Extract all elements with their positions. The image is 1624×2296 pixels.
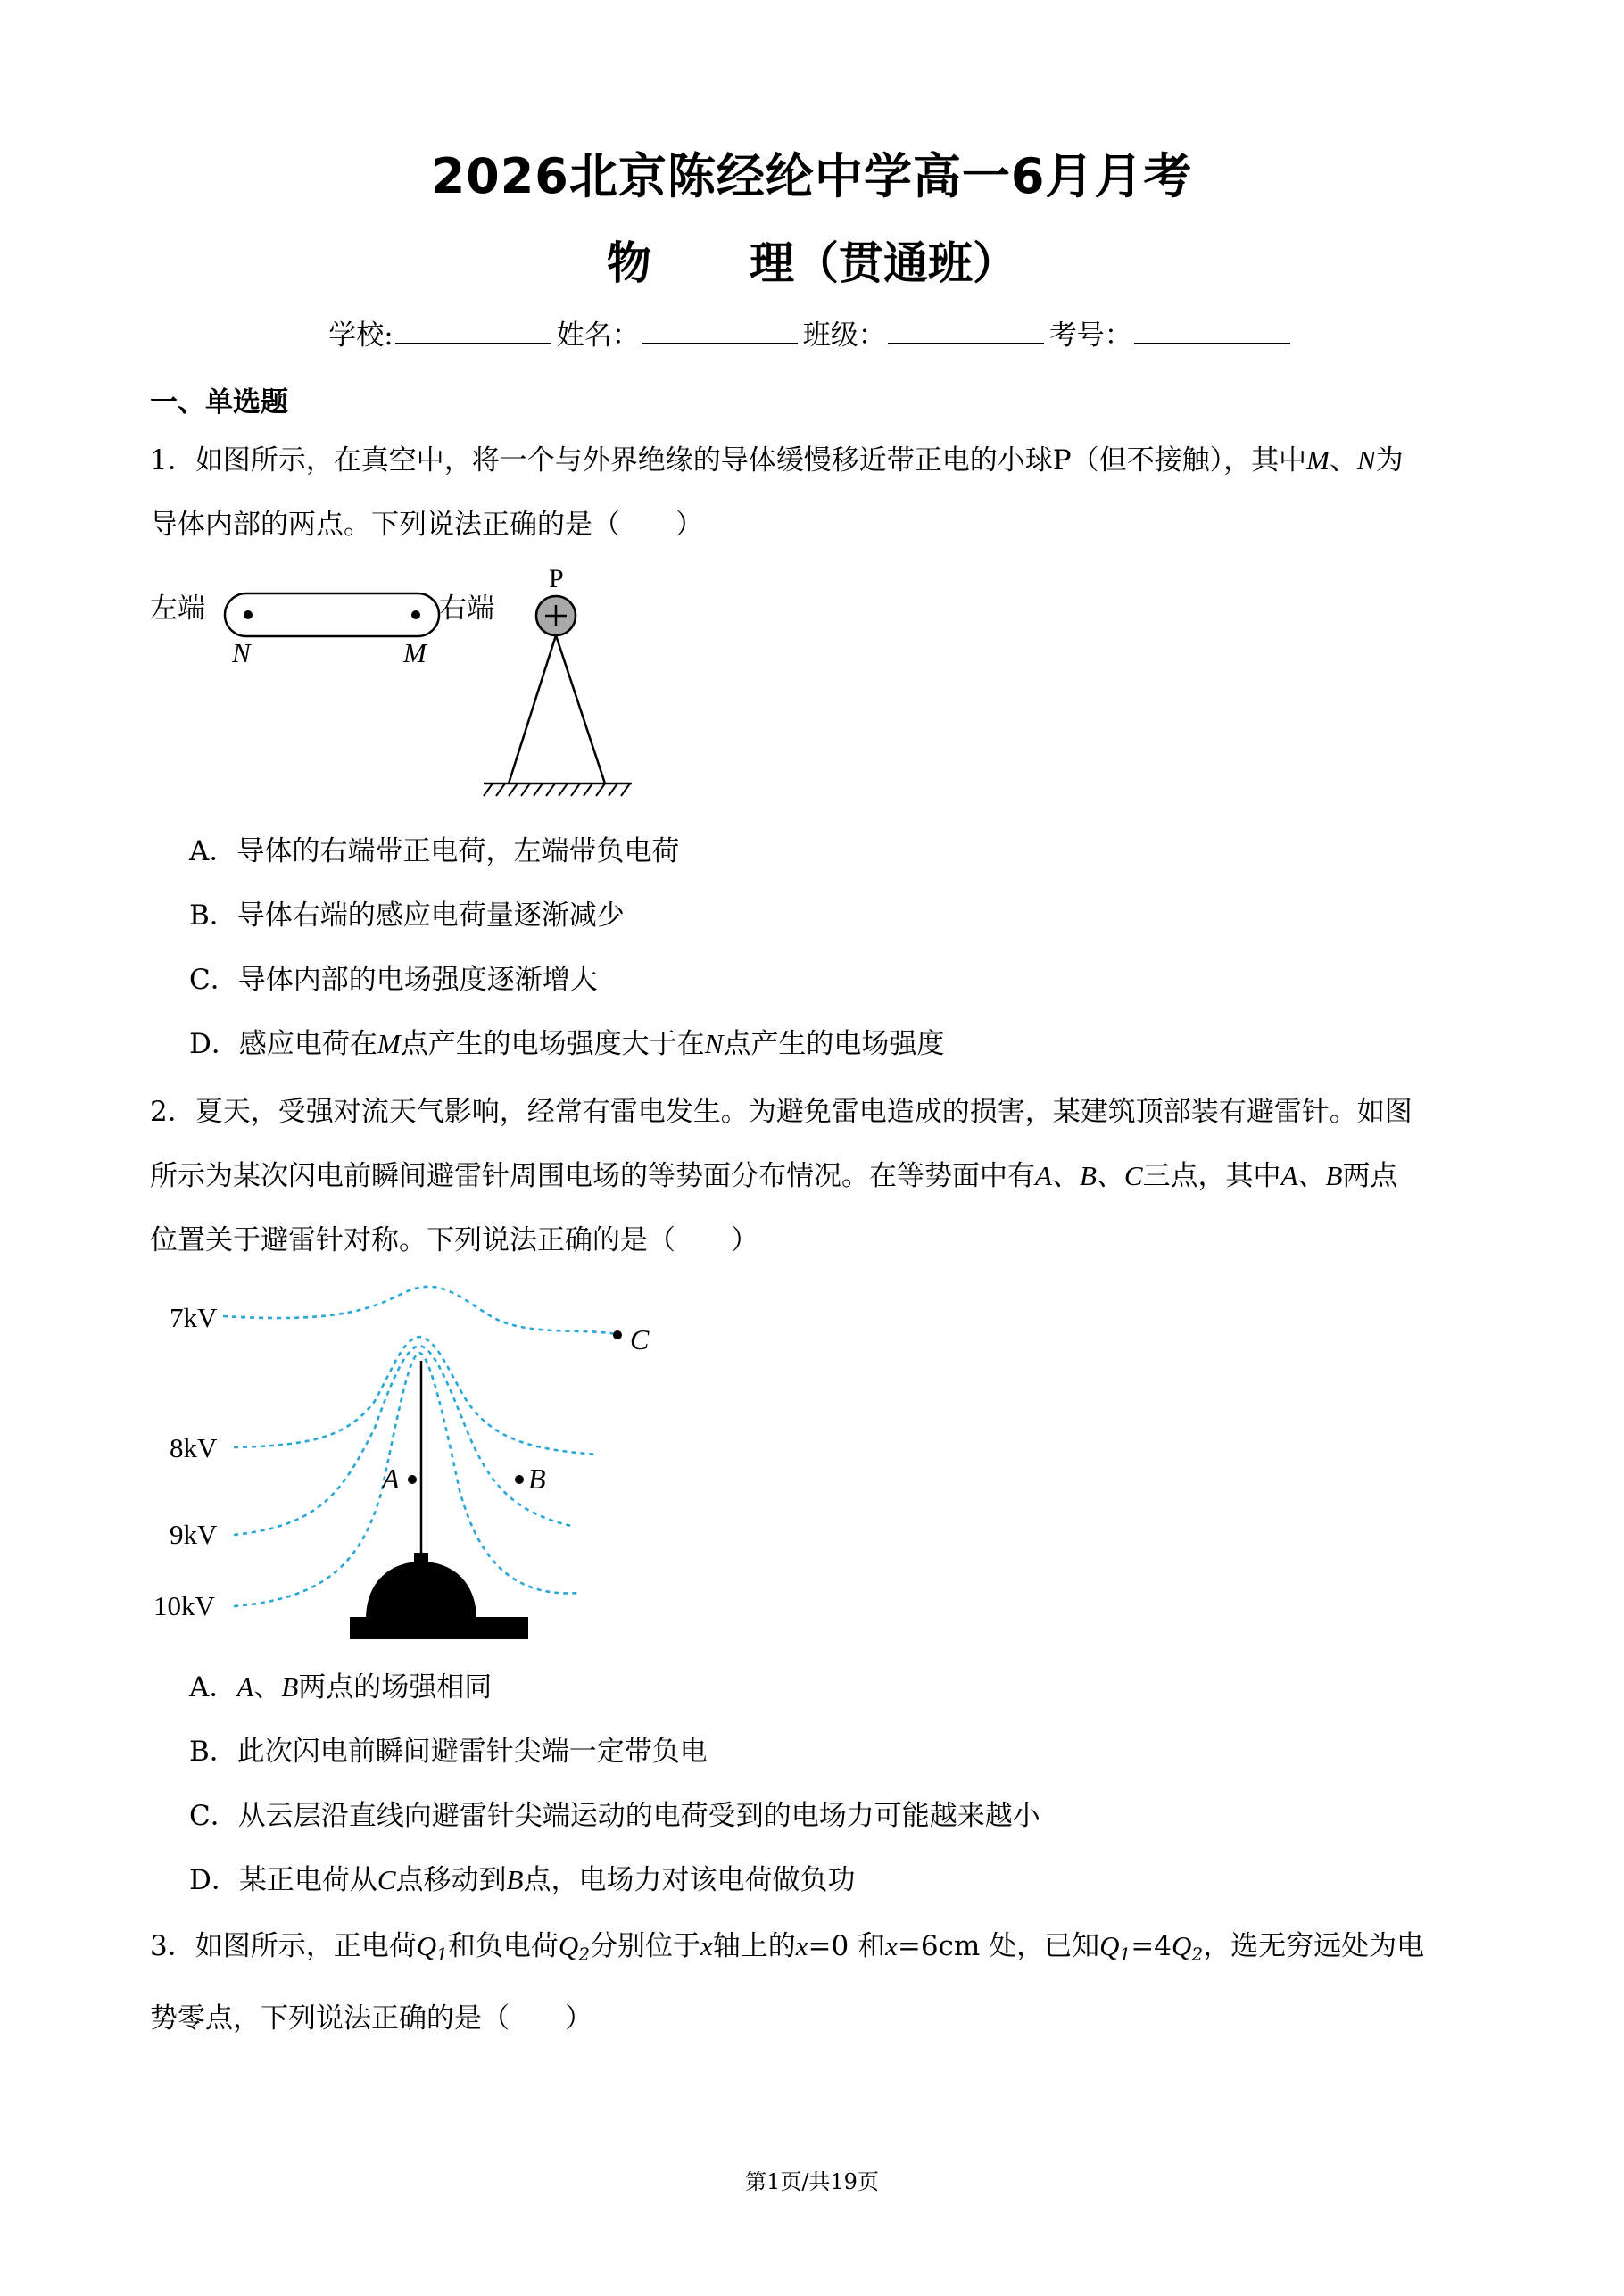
number-field[interactable] xyxy=(1134,319,1290,344)
q2-option-b[interactable]: B．此次闪电前瞬间避雷针尖端一定带负电 xyxy=(189,1736,708,1768)
q1-line2: 导体内部的两点。下列说法正确的是（ ） xyxy=(150,509,703,541)
q2-figure xyxy=(152,1267,669,1642)
q2-line2: 所示为某次闪电前瞬间避雷针周围电场的等势面分布情况。在等势面中有A、B、C三点，其中A、B两点 xyxy=(150,1160,1398,1192)
point-m-dot xyxy=(411,610,420,619)
school-label: 学校: xyxy=(328,319,394,352)
q2-option-a[interactable]: A．A、B两点的场强相同 xyxy=(189,1671,493,1703)
subject-title xyxy=(0,228,1624,292)
c-label: C xyxy=(630,1323,650,1355)
school-field[interactable] xyxy=(395,319,551,344)
q1-option-a[interactable]: A．导体的右端带正电荷，左端带负电荷 xyxy=(189,835,680,867)
ground-hatching xyxy=(484,783,630,796)
a-label: A xyxy=(382,1463,400,1495)
q3-stem xyxy=(150,1914,1479,2051)
conductor-body xyxy=(225,593,439,636)
stand-right-leg xyxy=(556,635,605,783)
equipotential-7kv xyxy=(223,1287,616,1334)
q2-line3: 位置关于避雷针对称。下列说法正确的是（ ） xyxy=(150,1224,758,1256)
q1-option-c[interactable]: C．导体内部的电场强度逐渐增大 xyxy=(189,964,598,996)
q2-option-c[interactable]: C．从云层沿直线向避雷针尖端运动的电荷受到的电场力可能越来越小 xyxy=(189,1800,1040,1832)
class-field[interactable] xyxy=(888,319,1044,344)
q1-figure xyxy=(143,562,642,812)
section-title: 一、单选题 xyxy=(150,386,288,419)
q1-stem xyxy=(150,428,1479,557)
point-c-dot xyxy=(613,1330,622,1339)
q1-option-b[interactable]: B．导体右端的感应电荷量逐渐减少 xyxy=(189,899,625,932)
label-7kv: 7kV xyxy=(170,1302,218,1333)
m-label: M xyxy=(403,637,427,668)
equipotential-8kv xyxy=(234,1337,598,1455)
label-8kv: 8kV xyxy=(170,1432,218,1463)
n-label: N xyxy=(232,637,251,668)
class-label: 班级： xyxy=(802,319,886,352)
building-base xyxy=(350,1617,528,1639)
b-label: B xyxy=(528,1463,546,1495)
exam-title: 2026北京陈经纶中学高一6月月考 xyxy=(431,148,1193,204)
q1-option-d[interactable]: D．感应电荷在M点产生的电场强度大于在N点产生的电场强度 xyxy=(189,1028,945,1060)
p-label: P xyxy=(549,564,564,593)
q3-line2: 势零点，下列说法正确的是（ ） xyxy=(150,2002,592,2035)
number-label: 考号： xyxy=(1048,319,1132,352)
q2-option-d[interactable]: D．某正电荷从C点移动到B点，电场力对该电荷做负功 xyxy=(189,1864,856,1896)
point-b-dot xyxy=(515,1475,524,1484)
point-a-dot xyxy=(408,1475,417,1484)
left-end-label: 左端 xyxy=(150,593,205,624)
point-n-dot xyxy=(244,610,253,619)
q3-line1: 3．如图所示，正电荷$Q_1$和负电荷$Q_2$分别位于x轴上的x=0 和x=6cm 处，已知$Q_1=4Q_2$，选无穷远处为电 xyxy=(150,1930,1425,1965)
right-end-label: 右端 xyxy=(439,593,494,624)
q1-line1: 1．如图所示，在真空中，将一个与外界绝缘的导体缓慢移近带正电的小球P（但不接触），其中M、N为 xyxy=(150,444,1404,477)
subject-b: 理（贯通班） xyxy=(750,237,1017,289)
label-10kv: 10kV xyxy=(153,1590,215,1621)
label-9kv: 9kV xyxy=(170,1519,218,1550)
subject-a: 物 xyxy=(607,237,651,289)
q2-line1: 2．夏天，受强对流天气影响，经常有雷电发生。为避免雷电造成的损害，某建筑顶部装有避雷针。如图 xyxy=(150,1096,1413,1128)
q2-stem xyxy=(150,1080,1479,1272)
name-label: 姓名： xyxy=(556,319,640,352)
page-number: 第1页/共19页 xyxy=(745,2169,879,2194)
student-info-line xyxy=(0,312,1624,352)
equipotential-9kv xyxy=(234,1346,571,1535)
stand-left-leg xyxy=(509,635,556,783)
name-field[interactable] xyxy=(642,319,798,344)
building-dome xyxy=(366,1562,476,1620)
